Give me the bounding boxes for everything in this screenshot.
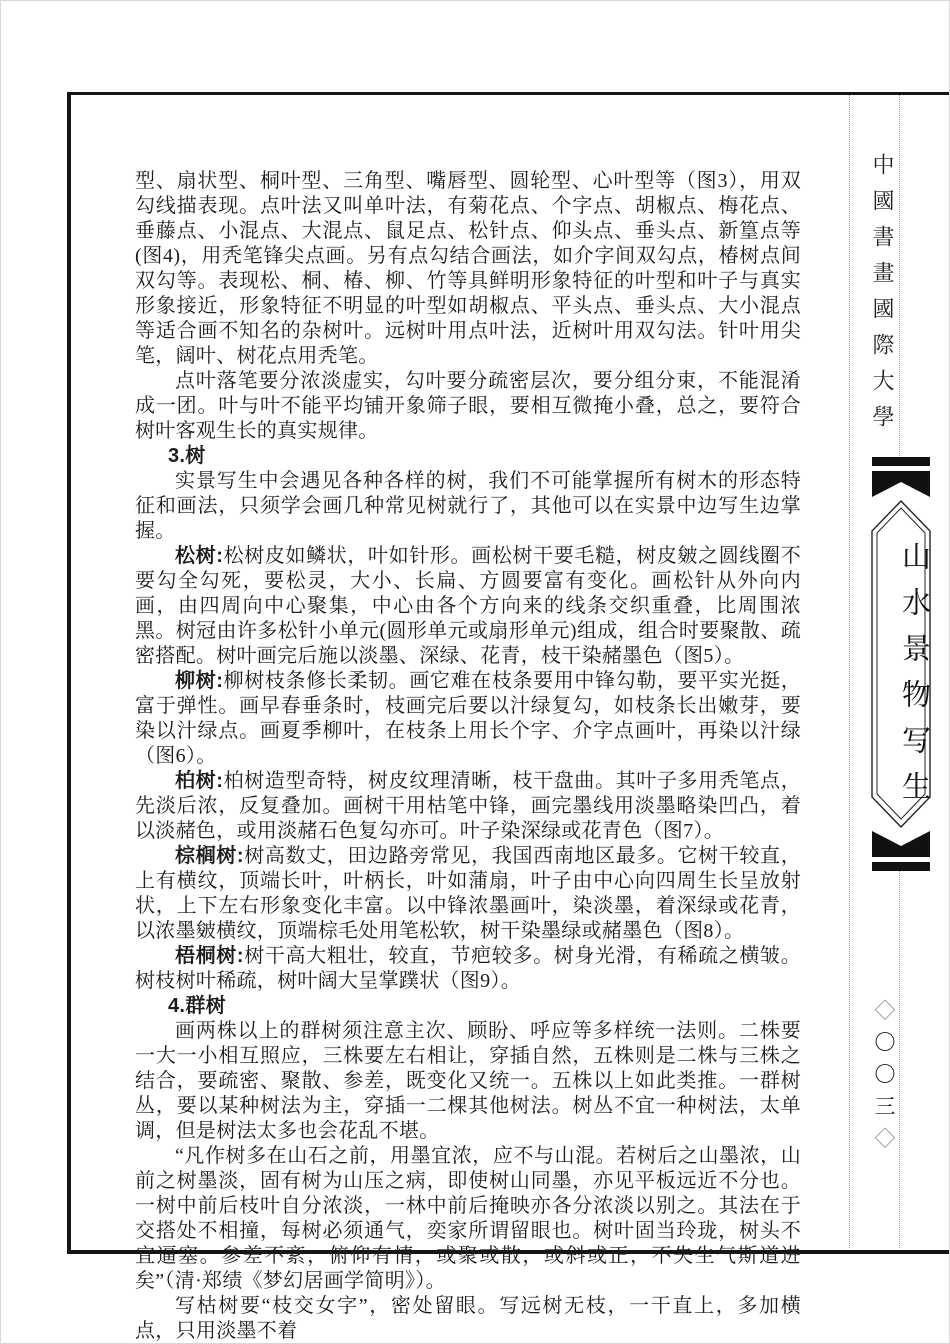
section-heading-tree-groups: 4.群树: [168, 995, 226, 1017]
paragraph-cypress: 柏树:柏树造型奇特，树皮纹理清晰，枝干盘曲。其叶子多用秃笔点，先淡后浓，反复叠加。画树干用枯笔中锋，画完墨线用淡墨略染凹凸，着以淡赭色，或用淡赭石色复勾亦可。叶子染深绿或花青色（图7）。: [135, 770, 801, 842]
banner-top-ribbon-icon: [872, 471, 930, 497]
body-text-column: [135, 169, 801, 1344]
paragraph: 写枯树要“枝交女字”，密处留眼。写远树无枝，一干直上，多加横点，只用淡墨不着: [135, 1295, 801, 1342]
folio-diamond-bottom: ◇: [872, 1127, 896, 1159]
section-heading-tree: 3.树: [168, 445, 206, 467]
paragraph-pine: 松树:松树皮如鳞状，叶如针形。画松树干要毛糙，树皮皴之圆线圈不要勾全勾死，要松灵，大小、长扁、方圆要富有变化。画松针从外向内画，由四周向中心聚集，中心由各个方向来的线条交织重叠，比周围浓黑。树冠由许多松针小单元(圆形单元或扇形单元)组成，组合时要聚散、疏密搭配。树叶画完后施以淡墨、深绿、花青，枝干染赭墨色（图5）。: [135, 545, 801, 667]
paragraph-quote: “凡作树多在山石之前，用墨宜浓，应不与山混。若树后之山墨浓，山前之树墨淡，固有树为山压之病，即使树山同墨，亦见平板远近不分也。一树中前后枝叶自分浓淡，一林中前后掩映亦各分浓淡以别之。其法在于交搭处不相撞，每树必须通气，奕家所谓留眼也。树叶固当玲珑，树头不宜逼塞。参差不紊，俯仰有情，或聚或散，或斜或正，不失生气斯道进矣”（清·郑绩《梦幻居画学简明》）。: [135, 1145, 801, 1292]
page-number: [851, 999, 899, 1159]
paragraph: 画两株以上的群树须注意主次、顾盼、呼应等多样统一法则。二株要一大一小相互照应，三株要左右相让，穿插自然，五株则是二株与三株之结合，要疏密、聚散、参差，既变化又统一。五株以上如此类推。一群树丛，要以某种树法为主，穿插一二棵其他树法。树丛不宜一种树法，太单调，但是树法太多也会花乱不堪。: [135, 1020, 801, 1142]
series-title-banner: [867, 457, 935, 871]
paragraph-palm: 棕榈树:树高数丈，田边路旁常见，我国西南地区最多。它树干较直，上有横纹，顶端长叶，叶柄长，叶如蒲扇，叶子由中心向四周生长呈放射状，上下左右形象变化丰富。以中锋浓墨画叶，染淡墨，着深绿或花青，以浓墨皴横纹，顶端棕毛处用笔松软，树干染墨绿或赭墨色（图8）。: [135, 845, 801, 942]
paragraph: 型、扇状型、桐叶型、三角型、嘴唇型、圆轮型、心叶型等（图3），用双勾线描表现。点叶法又叫单叶法，有菊花点、个字点、胡椒点、梅花点、垂藤点、小混点、大混点、鼠足点、松针点、仰头点、垂头点、新篁点等(图4)，用秃笔锋尖点画。另有点勾结合画法，如介字间双勾点，椿树点间双勾等。表现松、桐、椿、柳、竹等具鲜明形象特征的叶型和叶子与真实形象接近，形象特征不明显的叶型如胡椒点、平头点、垂头点、大小混点等适合画不知名的杂树叶。远树叶用点叶法，近树叶用双勾法。针叶用尖笔，阔叶、树花点用秃笔。: [135, 170, 801, 367]
university-vertical-title: 中國書畫國際大學: [870, 153, 895, 441]
folio-diamond-top: ◇: [872, 999, 896, 1031]
banner-top-bar: [872, 457, 930, 466]
tree-type-label: 棕榈树:: [175, 845, 244, 867]
paragraph: 点叶落笔要分浓淡虚实，勾叶要分疏密层次，要分组分束，不能混淆成一团。叶与叶不能平均铺开象筛子眼，要相互微掩小叠，总之，要符合树叶客观生长的真实规律。: [135, 370, 801, 442]
tree-type-label: 梧桐树:: [175, 945, 244, 967]
banner-bottom-ribbon-icon: [872, 831, 930, 857]
paragraph-parasol: 梧桐树:树干高大粗壮，较直，节疤较多。树身光滑，有稀疏之横皱。树枝树叶稀疏，树叶阔大呈掌蹼状（图9）。: [135, 945, 801, 992]
folio-number: 〇〇三: [872, 1031, 896, 1127]
paragraph: 实景写生中会遇见各种各样的树，我们不可能掌握所有树木的形态特征和画法，只须学会画几种常见树就行了，其他可以在实景中边写生边掌握。: [135, 470, 801, 542]
banner-bottom-bar: [872, 862, 930, 871]
tree-type-label: 柏树:: [175, 770, 224, 792]
paragraph-willow: 柳树:柳树枝条修长柔韧。画它难在枝条要用中锋勾勒，要平实光挺，富于弹性。画早春垂条时，枝画完后要以汁绿复勾，如枝条长出嫩芽，要染以汁绿点。画夏季柳叶，在枝条上用长个字、介字点画叶，再染以汁绿（图6）。: [135, 670, 801, 767]
tree-type-label: 松树:: [175, 545, 224, 567]
tree-type-label: 柳树:: [175, 670, 224, 692]
series-title: 山水景物写生: [898, 541, 930, 817]
